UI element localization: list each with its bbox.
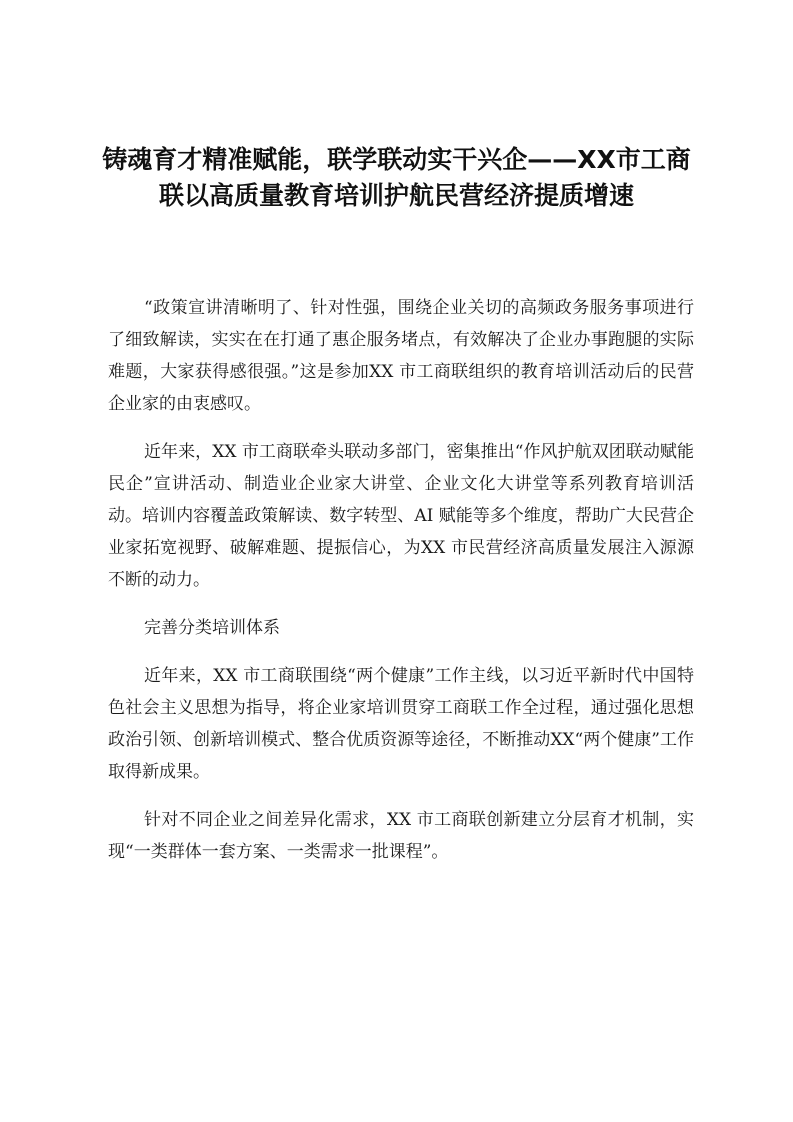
paragraph-overview: 近年来，XX 市工商联牵头联动多部门，密集推出“作风护航双团联动赋能民企”宣讲活动、制造业企业家大讲堂、企业文化大讲堂等系列教育培训活动。培训内容覆盖政策解读、数字转型、AI 赋能等多个维度，帮助广大民营企业家拓宽视野、破解难题、提振信心，为XX 市民营经济高质量发展注入源源不断的动力。 <box>108 442 694 590</box>
document-title: 铸魂育才精准赋能，联学联动实干兴企——XX市工商联以高质量教育培训护航民营经济提质增速 <box>102 145 691 210</box>
document-body <box>108 292 694 884</box>
paragraph-section-intro: 近年来，XX 市工商联围绕“两个健康”工作主线，以习近平新时代中国特色社会主义思想为指导，将企业家培训贯穿工商联工作全过程，通过强化思想政治引领、创新培训模式、整合优质资源等途径，不断推动XX“两个健康”工作取得新成果。 <box>108 666 694 782</box>
section-heading: 完善分类培训体系 <box>144 618 280 638</box>
paragraph-quote: “政策宣讲清晰明了、针对性强，围绕企业关切的高频政务服务事项进行了细致解读，实实在在打通了惠企服务堵点，有效解决了企业办事跑腿的实际难题，大家获得感很强。”这是参加XX 市工商联组织的教育培训活动后的民营企业家的由衷感叹。 <box>108 298 694 414</box>
paragraph-section-detail: 针对不同企业之间差异化需求，XX 市工商联创新建立分层育才机制，实现“一类群体一套方案、一类需求一批课程”。 <box>108 810 694 862</box>
